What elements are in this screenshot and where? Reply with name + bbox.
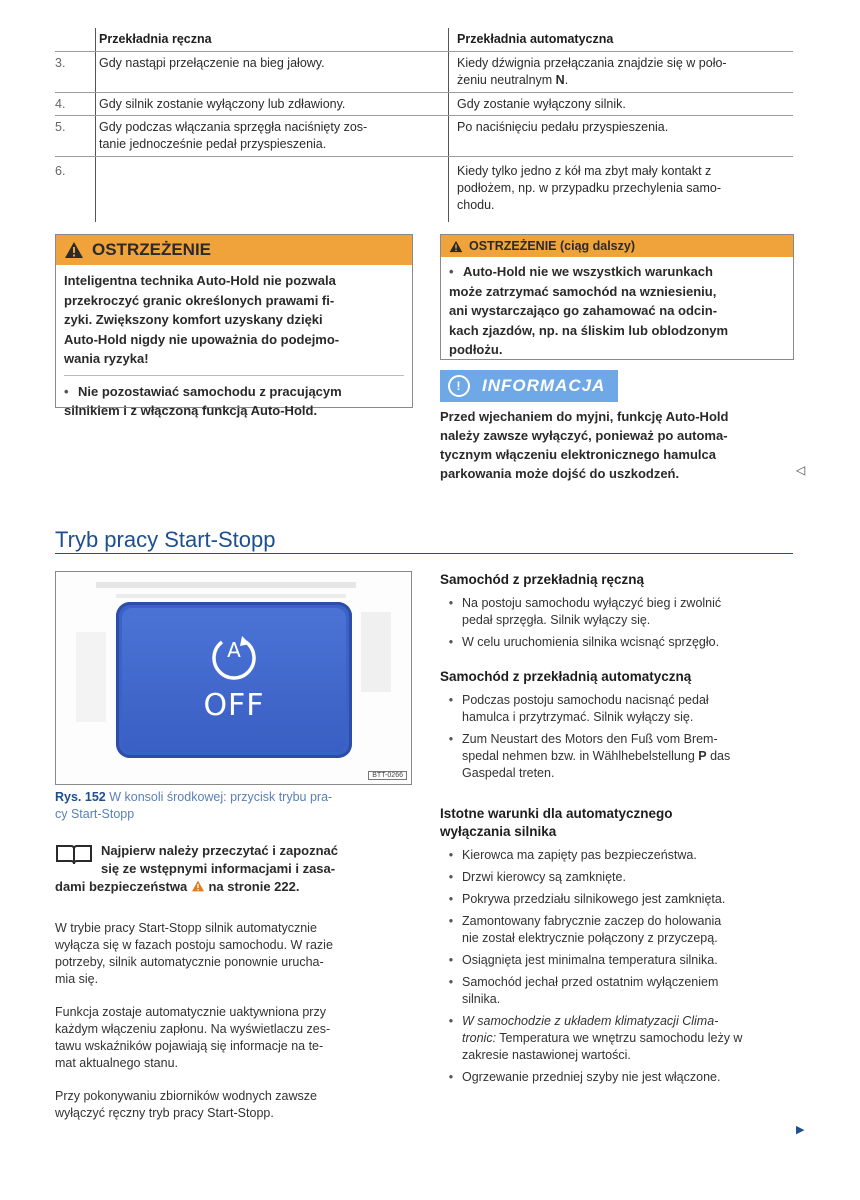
- bullet-icon: •: [448, 848, 454, 862]
- warning-line: przekroczyć granic określonych prawami fi-: [64, 292, 335, 308]
- item-line: Gaspedal treten.: [462, 766, 555, 780]
- caption-text: W konsoli środkowej: przycisk trybu pra-: [109, 790, 333, 804]
- col-header-manual: Przekładnia ręczna: [99, 32, 212, 46]
- list-item: [440, 869, 792, 886]
- para-line: mat aktualnego stanu.: [55, 1056, 178, 1070]
- info-line: należy zawsze wyłączyć, ponieważ po automa-: [440, 428, 728, 443]
- heading-line: wyłączania silnika: [440, 824, 557, 839]
- warning-box-continued: [440, 234, 794, 360]
- note-line: Najpierw należy przeczytać i zapoznać: [101, 843, 338, 858]
- warning-line: podłożu.: [449, 342, 503, 357]
- bullet-icon: •: [448, 870, 454, 884]
- bullet-icon: •: [448, 975, 454, 989]
- item-bold: P: [698, 749, 707, 763]
- warning-line: Inteligentna technika Auto-Hold nie pozwala: [64, 273, 336, 288]
- para-line: potrzeby, silnik automatycznie ponownie urucha-: [55, 955, 324, 969]
- para-line: każdym włączeniu zapłonu. Na wyświetlaczu zes-: [55, 1022, 331, 1036]
- bullet-icon: •: [448, 953, 454, 967]
- warning-line: Auto-Hold nie we wszystkich warunkach: [463, 264, 713, 279]
- paragraph: [55, 1088, 400, 1122]
- caption-number: Rys. 152: [55, 790, 106, 804]
- item-line: W celu uruchomienia silnika wcisnąć sprzęgło.: [462, 635, 720, 649]
- table-row: [55, 157, 793, 223]
- warning-triangle-icon: [449, 240, 463, 253]
- table-cell: Gdy nastąpi przełączenie na bieg jałowy.: [99, 56, 325, 70]
- para-line: Funkcja zostaje automatycznie uaktywniona przy: [55, 1005, 326, 1019]
- list-item: [440, 1069, 792, 1086]
- warning-body: [441, 257, 793, 366]
- warning-line: wania ryzyka!: [64, 351, 149, 366]
- row-number: 5.: [55, 120, 66, 134]
- manual-transmission-section: [440, 571, 792, 656]
- list-item: [440, 595, 792, 629]
- warning-title: OSTRZEŻENIE: [92, 240, 212, 259]
- warning-line: silnikiem i z włączoną funkcją Auto-Hold.: [64, 403, 318, 418]
- button-face: [122, 608, 346, 752]
- row-number: 6.: [55, 164, 66, 178]
- item-line: Zamontowany fabrycznie zaczep do holowania: [462, 914, 722, 928]
- list-item: [440, 731, 792, 782]
- table-cell: [95, 119, 445, 153]
- cell-line: podłożem, np. w przypadku przechylenia samo-: [457, 181, 722, 195]
- item-line: W samochodzie z układem klimatyzacji Clima-: [462, 1014, 719, 1028]
- note-text: na stronie 222.: [204, 879, 300, 894]
- heading-line: Istotne warunki dla automatycznego: [440, 806, 673, 821]
- row-number: 4.: [55, 97, 66, 111]
- item-line: Podczas postoju samochodu nacisnąć pedał: [462, 693, 709, 707]
- caption-text: cy Start-Stopp: [55, 807, 135, 821]
- end-marker-icon: ◁: [796, 463, 806, 477]
- para-line: tawu wskaźników pojawiają się informacje na te-: [55, 1039, 324, 1053]
- info-icon: !: [448, 375, 470, 397]
- item-line: silnika.: [462, 992, 501, 1006]
- item-text: tronic:: [462, 1031, 497, 1045]
- list-item: [440, 913, 792, 947]
- list-item: [440, 634, 792, 651]
- subheading: Samochód z przekładnią automatyczną: [440, 669, 692, 684]
- read-first-note: [55, 842, 410, 896]
- item-line: [462, 748, 792, 765]
- list-item: [440, 847, 792, 864]
- para-line: mia się.: [55, 972, 99, 986]
- list-item: [440, 891, 792, 908]
- subheading: Samochód z przekładnią ręczną: [440, 572, 645, 587]
- figure-code: BTT-0266: [368, 771, 407, 780]
- item-line: Osiągnięta jest minimalna temperatura silnika.: [462, 953, 718, 967]
- warning-line: zyki. Zwiększony komfort uzyskany dzięki: [64, 312, 323, 327]
- conditions-section: [440, 805, 792, 1091]
- para-line: W trybie pracy Start-Stopp silnik automatycznie: [55, 921, 317, 935]
- info-header: [440, 370, 618, 402]
- warning-line: kach zjazdów, np. na śliskim lub oblodzonym: [449, 322, 729, 338]
- cell-text: .: [564, 73, 569, 87]
- item-text: spedal nehmen bzw. in Wählhebelstellung: [462, 749, 699, 763]
- bullet-icon: •: [448, 1014, 454, 1028]
- item-line: nie został elektrycznie połączony z przyczepą.: [462, 931, 718, 945]
- bullet-icon: •: [448, 1070, 454, 1084]
- bullet-icon: •: [448, 892, 454, 906]
- info-body: [440, 407, 792, 483]
- button-symbol: A: [227, 638, 241, 662]
- paragraph: [55, 920, 400, 988]
- item-text: Temperatura we wnętrzu samochodu leży w: [496, 1031, 743, 1045]
- cell-line: chodu.: [457, 198, 495, 212]
- note-text: dami bezpieczeństwa: [55, 879, 191, 894]
- para-line: Przy pokonywaniu zbiorników wodnych zawsze: [55, 1089, 317, 1103]
- bullet-icon: •: [64, 383, 69, 399]
- cell-line: [457, 72, 797, 89]
- bullet-icon: •: [448, 693, 454, 707]
- item-line: Pokrywa przedziału silnikowego jest zamknięta.: [462, 892, 726, 906]
- warning-title: OSTRZEŻENIE (ciąg dalszy): [469, 239, 636, 253]
- warning-line: może zatrzymać samochód na wzniesieniu,: [449, 283, 717, 299]
- comparison-table: [55, 28, 793, 223]
- para-line: wyłączyć ręczny tryb pracy Start-Stopp.: [55, 1106, 274, 1120]
- item-line: pedał sprzęgła. Silnik wyłączy się.: [462, 613, 651, 627]
- book-icon: [55, 842, 93, 866]
- bullet-icon: •: [448, 732, 454, 746]
- warning-box: [55, 234, 413, 418]
- cell-line: Kiedy tylko jedno z kół ma zbyt mały kontakt z: [457, 164, 712, 178]
- automatic-transmission-section: [440, 668, 792, 787]
- item-line: Zum Neustart des Motors den Fuß vom Brem-: [462, 732, 718, 746]
- note-line: się ze wstępnymi informacjami i zasa-: [101, 861, 336, 876]
- item-line: hamulca i przytrzymać. Silnik wyłączy się.: [462, 710, 694, 724]
- warning-line: Nie pozostawiać samochodu z pracującym: [78, 383, 342, 399]
- warning-header: [441, 235, 793, 257]
- info-line: Przed wjechaniem do myjni, funkcję Auto-Hold: [440, 409, 729, 424]
- para-line: wyłącza się w fazach postoju samochodu. W razie: [55, 938, 333, 952]
- figure-start-stop-button: [55, 571, 412, 785]
- warning-body: [56, 265, 412, 427]
- paragraph: [55, 1004, 400, 1072]
- warning-triangle-icon: [191, 880, 205, 892]
- cell-line: Gdy podczas włączania sprzęgła naciśnięty zos-: [99, 120, 368, 134]
- warning-line: ani wystarczająco go zahamować na odcin-: [449, 303, 718, 318]
- warning-header: [56, 235, 412, 265]
- item-line: [462, 1030, 792, 1047]
- table-cell: Gdy silnik zostanie wyłączony lub zdławiony.: [99, 97, 346, 111]
- subheading: [440, 805, 792, 841]
- cell-text: żeniu neutralnym: [457, 73, 556, 87]
- figure-caption: [55, 789, 410, 823]
- cell-bold: N: [555, 73, 565, 87]
- info-line: parkowania może dojść do uszkodzeń.: [440, 466, 680, 481]
- list-item: [440, 1013, 792, 1064]
- info-box: [440, 370, 618, 402]
- list-item: [440, 692, 792, 726]
- item-line: Na postoju samochodu wyłączyć bieg i zwolnić: [462, 596, 722, 610]
- table-cell: Po naciśnięciu pedału przyspieszenia.: [457, 120, 669, 134]
- continue-arrow-icon: ▶: [796, 1124, 805, 1136]
- cell-line: Kiedy dźwignia przełączania znajdzie się w poło-: [457, 56, 727, 70]
- table-cell: [451, 163, 797, 214]
- item-line: Drzwi kierowcy są zamknięte.: [462, 870, 626, 884]
- table-row: [55, 93, 793, 116]
- table-cell: [451, 55, 797, 89]
- section-title: Tryb pracy Start-Stopp: [55, 527, 276, 552]
- col-header-automatic: Przekładnia automatyczna: [457, 32, 614, 46]
- warning-triangle-icon: [64, 241, 84, 259]
- bullet-icon: •: [449, 264, 454, 279]
- list-item: [440, 974, 792, 1008]
- warning-line: Auto-Hold nigdy nie upoważnia do podejmo-: [64, 331, 340, 347]
- table-row: [55, 52, 793, 93]
- item-line: Ogrzewanie przedniej szyby nie jest włączone.: [462, 1070, 721, 1084]
- item-line: Kierowca ma zapięty pas bezpieczeństwa.: [462, 848, 697, 862]
- warning-bullet: [64, 375, 404, 421]
- table-cell: Gdy zostanie wyłączony silnik.: [457, 97, 626, 111]
- item-text: das: [706, 749, 731, 763]
- bullet-icon: •: [448, 914, 454, 928]
- info-line: tycznym włączeniu elektronicznego hamulca: [440, 447, 716, 462]
- bullet-icon: •: [448, 596, 454, 610]
- button-label: OFF: [203, 688, 265, 723]
- table-header-row: [55, 28, 793, 52]
- start-stop-button-image: [116, 602, 352, 758]
- info-title: INFORMACJA: [482, 376, 606, 395]
- list-item: [440, 952, 792, 969]
- cell-line: tanie jednocześnie pedał przyspieszenia.: [99, 137, 327, 151]
- section-divider: [55, 553, 793, 554]
- row-number: 3.: [55, 56, 66, 70]
- note-line: [55, 878, 410, 896]
- item-line: Samochód jechał przed ostatnim wyłączeniem: [462, 975, 719, 989]
- item-line: zakresie nastawionej wartości.: [462, 1048, 631, 1062]
- bullet-icon: •: [448, 635, 454, 649]
- table-row: [55, 116, 793, 157]
